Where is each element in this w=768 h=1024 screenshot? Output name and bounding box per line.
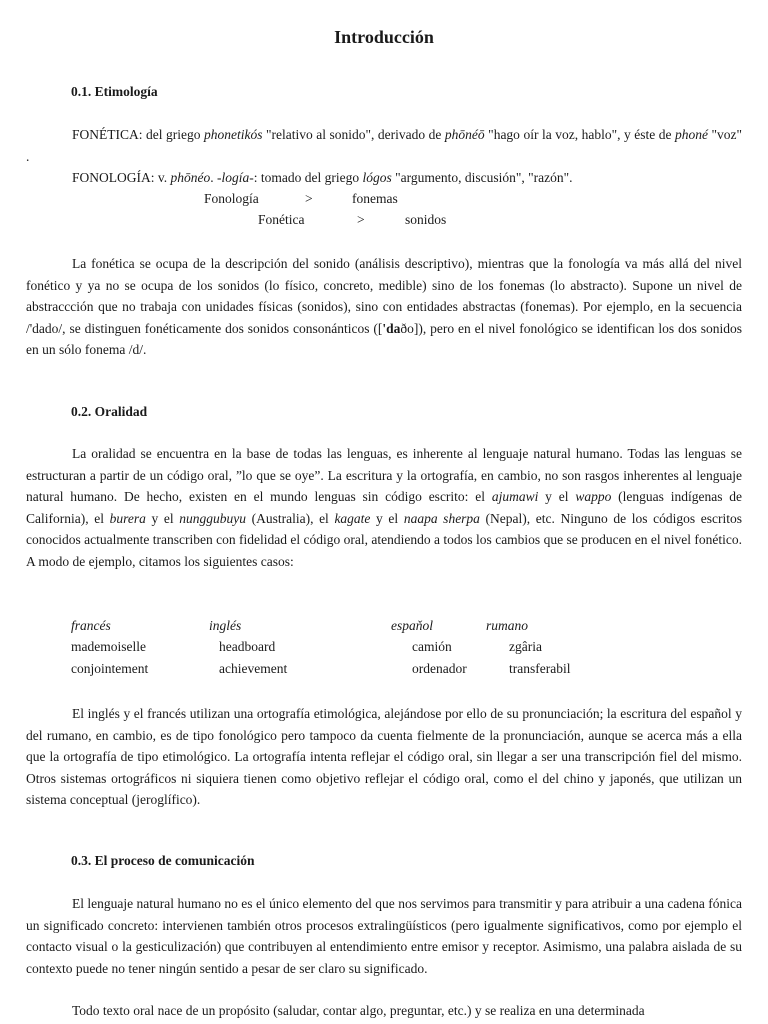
fonetica-fonologia-paragraph: La fonética se ocupa de la descripción del sonido (análisis descriptivo), mientras que la fonología va más allá del nivel fonético y ya no se ocupa de los sonidos (lo físico, concreto, medible) sino de los fonemas (lo abstracto). Supone un nivel de abstraccción que no trabaja con unidades físicas (sonidos), sino con entidades abstractas (fonemas). Por ejemplo, en la secuencia /'dado/, se distinguen fonéticamente dos sonidos consonánticos (['daðo]), pero en el nivel fonológico se identifican los dos sonidos en un sólo fonema /d/.	[26, 256, 742, 357]
scheme-right: fonemas	[352, 191, 398, 206]
table-cell: camión	[412, 639, 452, 654]
table-header: espaňol	[391, 618, 433, 633]
table-cell: headboard	[219, 639, 276, 654]
fonetica-definition: FONÉTICA: del griego phonetikós "relativo al sonido", derivado de phōnéō "hago oír la voz, hablo", y éste de phoné "voz" .	[26, 127, 743, 164]
table-cell: conjointement	[71, 661, 149, 676]
table-header: inglés	[209, 618, 242, 633]
scheme-arrow: >	[357, 212, 365, 227]
scheme-left: Fonética	[258, 212, 305, 227]
ortografia-paragraph: El inglés y el francés utilizan una ortografía etimológica, alejándose por ello de su pronunciación; la escritura del español y del rumano, en cambio, es de tipo fonológico pero tampoco da cuenta fielmente de la pronunciación, aunque se acerca más a ella que la ortografía de tipo etimológico. La ortografía intenta reflejar el código oral, sin llegar a ser una transcripción fiel del mismo. Otros sistemas ortográficos ni siquiera tienen como objetivo reflejar el código oral, como el del chino y japonés, que utilizan un sistema conceptual (jeroglífico).	[26, 706, 742, 807]
fonologia-definition: FONOLOGÍA: v. phōnéo. -logía-: tomado del griego lógos "argumento, discusión", "razón".	[72, 170, 573, 185]
scheme-arrow: >	[305, 191, 313, 206]
section-heading-oralidad: 0.2. Oralidad	[71, 404, 148, 419]
section-heading-etimologia: 0.1. Etimología	[71, 84, 158, 99]
oralidad-paragraph: La oralidad se encuentra en la base de todas las lenguas, es inherente al lenguaje natural humano. Todas las lenguas se estructuran a partir de un código oral, ”lo que se oye”. La escritura y la ortografía, en cambio, no son rasgos inherentes al lenguaje natural humano. De hecho, existen en el mundo lenguas sin código escrito: el ajumawi y el wappo (lenguas indígenas de California), el burera y el nunggubuyu (Australia), el kagate y el naapa sherpa (Nepal), etc. Ninguno de los códigos escritos conocidos actualmente transcriben con fidelidad el código oral, atendiendo a todos los cambios que se producen en el nivel fonético. A modo de ejemplo, citamos los siguientes casos:	[26, 446, 743, 569]
page-title: Introducción	[334, 27, 434, 47]
table-cell: zgâria	[509, 639, 542, 654]
scheme-left: Fonología	[204, 191, 259, 206]
table-header: rumano	[486, 618, 529, 633]
table-cell: achievement	[219, 661, 288, 676]
table-cell: transferabil	[509, 661, 571, 676]
section-heading-comunicacion: 0.3. El proceso de comunicación	[71, 853, 255, 868]
comunicacion-paragraph: El lenguaje natural humano no es el único elemento del que nos servimos para transmitir y para atribuir a una cadena fónica un significado concreto: intervienen también otros procesos extralingüísticos (pero igualmente significativos, como por ejemplo el contacto visual o la gesticulización) que contribuyen al entendimiento entre emisor y receptor. Asimismo, una palabra aislada de su contexto puede no tener ningún sentido a pesar de ser claro su significado.	[26, 896, 742, 976]
table-cell: mademoiselle	[71, 639, 146, 654]
texto-oral-paragraph: Todo texto oral nace de un propósito (saludar, contar algo, preguntar, etc.) y se realiza en una determinada	[72, 1003, 645, 1018]
table-header: francés	[71, 618, 111, 633]
scheme-right: sonidos	[405, 212, 447, 227]
table-cell: ordenador	[412, 661, 467, 676]
